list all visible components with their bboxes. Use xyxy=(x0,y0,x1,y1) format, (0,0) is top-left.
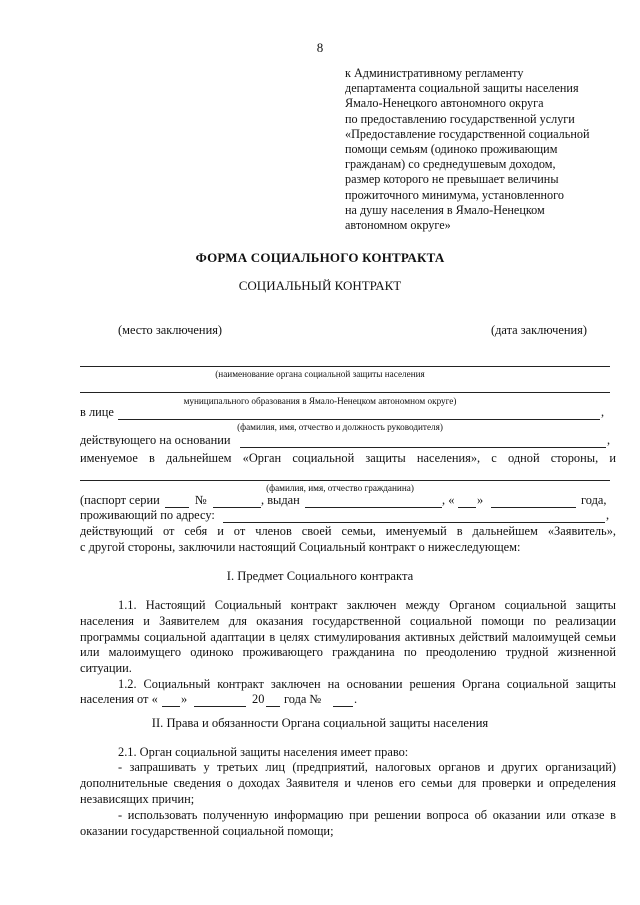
acting-line-2: с другой стороны, заключили настоящий Социальный контракт о нижеследующем: xyxy=(80,540,521,554)
clause-1-2-line-1: 1.2. Социальный контракт заключен на основании решения Органа социальной защиты xyxy=(118,677,616,691)
place-label: (место заключения) xyxy=(118,323,223,337)
decision-month-field xyxy=(194,706,246,707)
caption-municipal: муниципального образования в Ямало-Ненецком автономном округе) xyxy=(183,396,457,406)
contract-title: СОЦИАЛЬНЫЙ КОНТРАКТ xyxy=(238,278,402,293)
decision-number-field xyxy=(333,706,353,707)
year-label: года, xyxy=(581,493,607,507)
residing-label: проживающий по адресу: xyxy=(80,508,215,522)
clause-1-1 xyxy=(80,598,616,677)
organ-name-line xyxy=(80,366,610,367)
issue-day-close: » xyxy=(477,493,484,507)
annex-line: к Административному регламенту xyxy=(345,66,524,80)
issued-by-field xyxy=(305,507,442,508)
annex-line: на душу населения в Ямало-Ненецком xyxy=(345,202,545,217)
issue-day-open: , « xyxy=(442,493,455,507)
clause-1-2-dot: . xyxy=(354,692,358,706)
decision-day-field xyxy=(162,706,180,707)
hereinafter-line: именуемое в дальнейшем «Орган социальной защиты населения», с одной стороны, и xyxy=(80,451,616,465)
address-field xyxy=(223,522,605,523)
twenty-label: 20 xyxy=(252,692,265,706)
caption-organ: (наименование органа социальной защиты населения xyxy=(215,369,425,379)
head-name-line xyxy=(118,419,600,420)
annex-line: департамента социальной защиты населения xyxy=(345,81,579,96)
caption-head: (фамилия, имя, отчество и должность руководителя) xyxy=(237,422,443,432)
issue-day-field xyxy=(458,507,476,508)
clause-2-1: 2.1. Орган социальной защиты населения имеет право: xyxy=(118,745,409,759)
section-1-heading: I. Предмет Социального контракта xyxy=(226,569,414,583)
section-2-heading: II. Права и обязанности Органа социальной защиты населения xyxy=(151,716,489,730)
basis-line xyxy=(240,447,606,448)
annex-line: по предоставлению государственной услуги xyxy=(345,111,575,126)
decision-year-field xyxy=(266,706,280,707)
citizen-name-line xyxy=(80,480,610,481)
issue-month-field xyxy=(491,507,576,508)
comma: , xyxy=(606,508,610,522)
clause-2-1-b-text: - использовать полученную информацию при решении вопроса об оказании или отказе в оказании государственной социальной помощи; xyxy=(80,808,616,838)
clause-2-1-a xyxy=(80,760,616,807)
annex-line: прожиточного минимума, установленного xyxy=(345,187,564,202)
annex-line: гражданам) со среднедушевым доходом, xyxy=(345,157,556,172)
comma: , xyxy=(607,433,611,447)
annex-line: «Предоставление государственной социальной xyxy=(345,126,590,141)
passport-number-field xyxy=(213,507,261,508)
issued-label: , выдан xyxy=(261,493,300,507)
decision-day-close: » xyxy=(181,692,188,706)
clause-1-1-text: 1.1. Настоящий Социальный контракт заключен между Органом социальной защиты населения и Заявителем для оказания государственной социальной помощи по реализации программы социальной адаптации в целях стимулирования активных действий малоимущей семьи или малоимущего одиноко проживающего гражданина по преодолению трудной жизненной ситуации. xyxy=(80,598,616,676)
annex-line: помощи семьям (одиноко проживающим xyxy=(345,142,558,157)
annex-line: Ямало-Ненецкого автономного округа xyxy=(345,96,544,111)
passport-series-label: (паспорт серии xyxy=(80,493,160,507)
annex-line: автономном округе» xyxy=(345,218,451,233)
in-person-label: в лице xyxy=(80,405,114,419)
clause-2-1-b xyxy=(80,808,616,840)
acting-basis-label: действующего на основании xyxy=(80,433,231,447)
clause-2-1-a-text: - запрашивать у третьих лиц (предприятий, налоговых органов и других организаций) дополнительные сведения о доходах Заявителя и членов его семьи для проверки и определения независящих причин; xyxy=(80,760,616,806)
clause-1-2-start: населения от « xyxy=(80,692,158,706)
form-title: ФОРМА СОЦИАЛЬНОГО КОНТРАКТА xyxy=(195,250,445,265)
page-number: 8 xyxy=(316,40,324,55)
passport-no-label: № xyxy=(195,493,207,507)
date-label: (дата заключения) xyxy=(491,323,587,337)
municipal-line xyxy=(80,392,610,393)
annex-block xyxy=(345,66,630,233)
acting-line-1: действующий от себя и от членов своей семьи, именуемый в дальнейшем «Заявитель», xyxy=(80,524,616,538)
caption-citizen: (фамилия, имя, отчество гражданина) xyxy=(266,483,414,493)
year-no-label: года № xyxy=(284,692,322,706)
annex-line: размер которого не превышает величины xyxy=(345,172,559,187)
comma: , xyxy=(601,405,605,419)
